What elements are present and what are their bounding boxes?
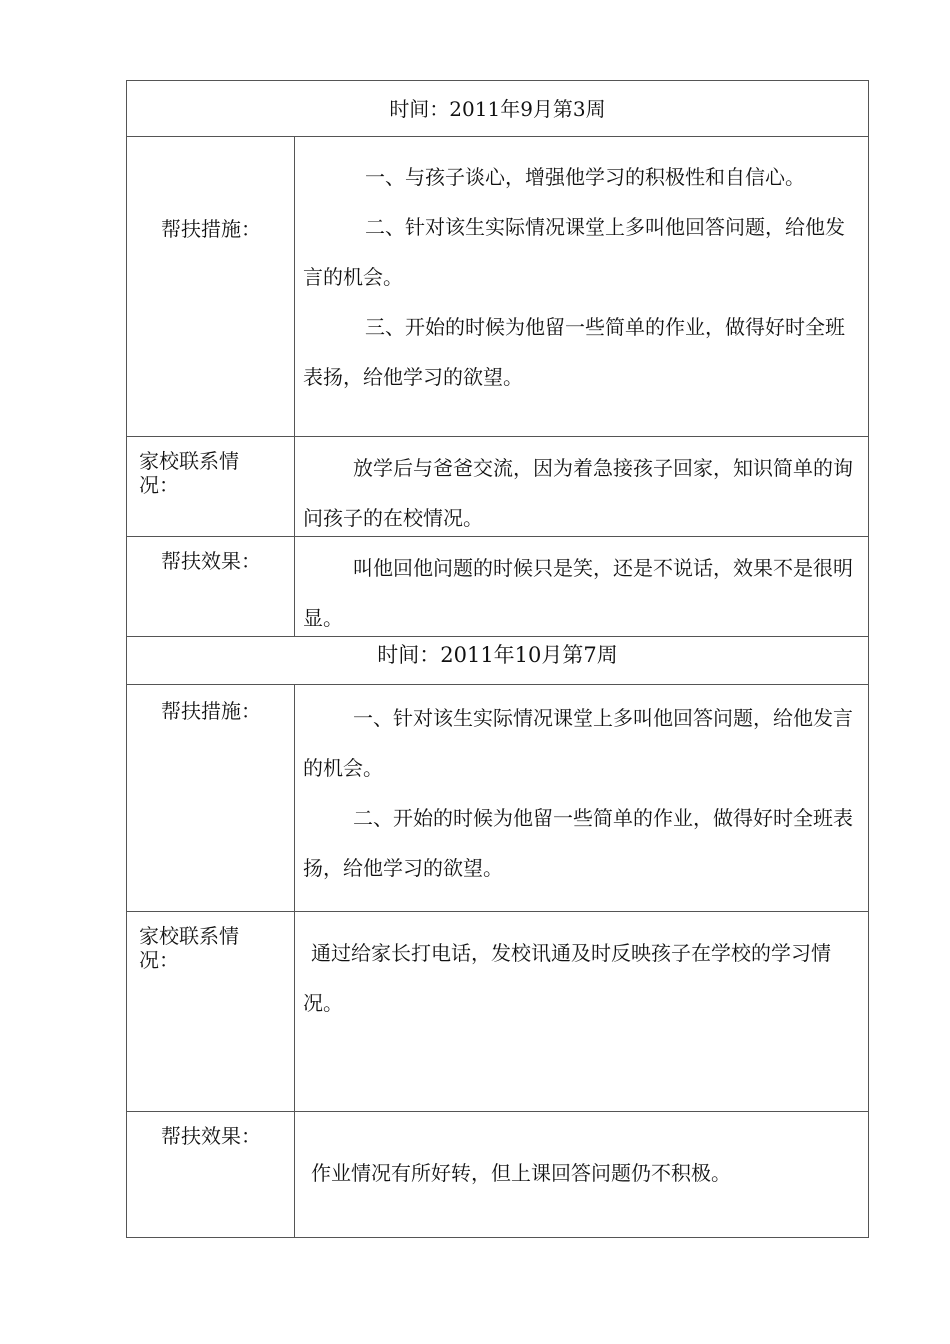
section-2-measures-label-cell [127,685,295,911]
section-2-time: 时间：2011年10月第7周 [377,643,618,667]
section-2-measure-2: 二、开始的时候为他留一些简单的作业，做得好时全班表扬，给他学习的欲望。 [303,806,853,880]
section-1-contact-content [295,437,868,536]
section-1-measure-3: 三、开始的时候为他留一些简单的作业，做得好时全班表扬，给他学习的欲望。 [303,315,845,389]
section-1-measures-content [295,137,868,436]
section-1-contact-label: 家校联系情况： [139,449,239,497]
section-1-time: 时间：2011年9月第3周 [389,97,606,121]
section-1-effect-row [127,537,868,637]
section-1-measures-row [127,137,868,437]
section-1-effect-text: 叫他回他问题的时候只是笑，还是不说话，效果不是很明显。 [303,556,853,630]
section-2-measure-1: 一、针对该生实际情况课堂上多叫他回答问题，给他发言的机会。 [303,706,853,780]
section-1-measures-label-cell [127,137,295,436]
section-1-measure-1: 一、与孩子谈心，增强他学习的积极性和自信心。 [365,165,805,189]
section-1-measures-label: 帮扶措施： [161,217,261,241]
section-1-contact-text: 放学后与爸爸交流，因为着急接孩子回家，知识简单的询问孩子的在校情况。 [303,456,853,530]
section-2-effect-label: 帮扶效果： [161,1124,261,1148]
section-2-contact-content [295,912,868,1111]
section-2-effect-label-cell [127,1112,295,1238]
assistance-record-table [126,80,869,1238]
section-2-time-row [127,637,868,685]
section-2-measures-content [295,685,868,911]
section-2-contact-label-cell [127,912,295,1111]
section-2-contact-row [127,912,868,1112]
section-1-contact-label-cell [127,437,295,536]
section-2-contact-text: 通过给家长打电话，发校讯通及时反映孩子在学校的学习情况。 [303,941,831,1015]
section-1-effect-label: 帮扶效果： [161,549,261,573]
section-1-measure-2: 二、针对该生实际情况课堂上多叫他回答问题，给他发言的机会。 [303,215,845,289]
section-2-effect-row [127,1112,868,1238]
section-1-effect-label-cell [127,537,295,636]
section-2-contact-label: 家校联系情况： [139,924,239,972]
section-1-time-row [127,81,868,137]
section-1-contact-row [127,437,868,537]
section-2-effect-text: 作业情况有所好转，但上课回答问题仍不积极。 [311,1161,731,1185]
section-2-effect-content [295,1112,868,1238]
section-2-measures-label: 帮扶措施： [161,699,261,723]
section-1-effect-content [295,537,868,636]
section-2-measures-row [127,685,868,912]
